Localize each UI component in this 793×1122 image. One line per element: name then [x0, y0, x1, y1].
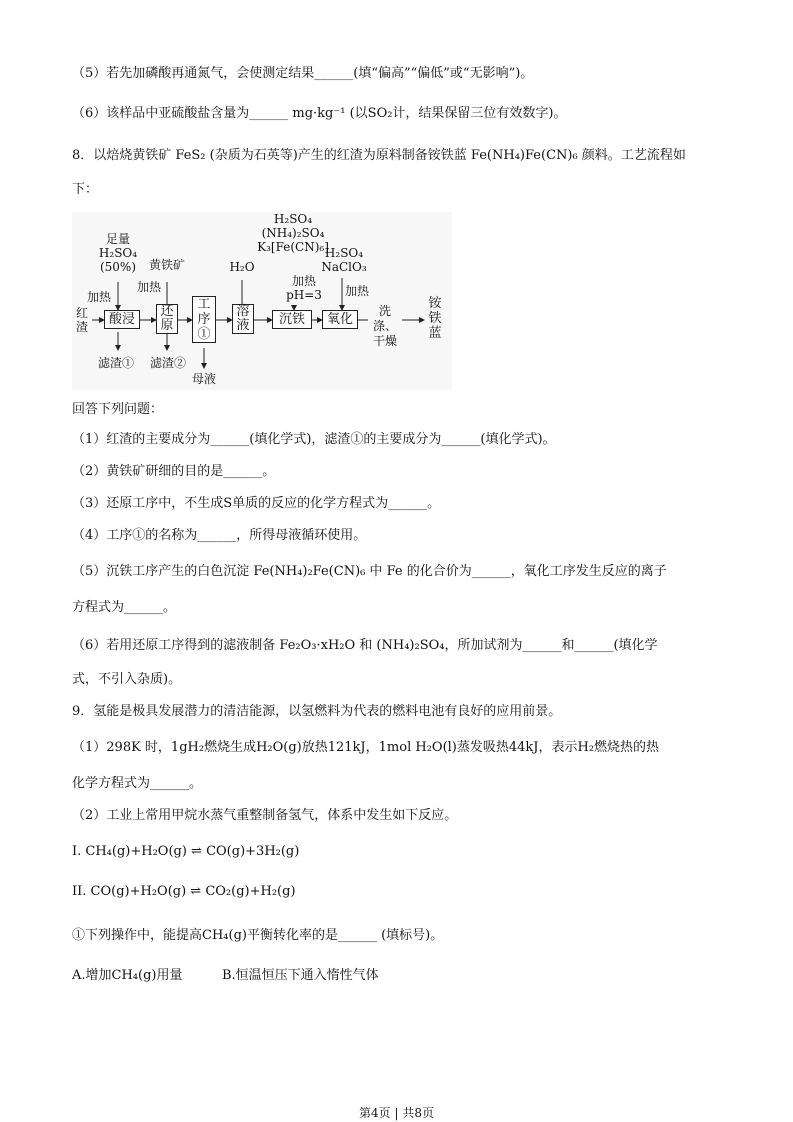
residue-2: 滤渣②: [149, 356, 186, 370]
page-footer: 第4页 | 共8页: [359, 1106, 434, 1120]
reduce-condition: 加热: [136, 280, 161, 294]
q8-prompt: 回答下列问题：: [72, 402, 164, 417]
acid-reagent-1: 足量: [105, 232, 130, 246]
q9-stem: 9．氢能是极具发展潜力的清洁能源，以氢燃料为代表的燃料电池有良好的应用前景。: [72, 704, 562, 719]
oxid-reagent-1: H₂SO₄: [324, 246, 364, 260]
q9-reaction-1: I. CH₄(g)+H₂O(g) ⇌ CO(g)+3H₂(g): [72, 844, 300, 859]
q8-stem-line1: 8．以焙烧黄铁矿 FeS₂ (杂质为石英等)产生的红渣为原料制备铵铁蓝 Fe(NH₄)Fe(CN)₆ 颜料。工艺流程如: [72, 148, 686, 163]
q9-option-b: B.恒温恒压下通入惰性气体: [222, 968, 379, 983]
q9-question-1: ①下列操作中，能提高CH₄(g)平衡转化率的是______ (填标号)。: [72, 928, 444, 943]
q8-part6-line1: （6）若用还原工序得到的滤液制备 Fe₂O₃·xH₂O 和 (NH₄)₂SO₄，所加试剂为______和______(填化学: [72, 638, 658, 653]
q8-part5-line2: 方程式为______。: [72, 600, 177, 615]
flow-step-precipitation: 沉铁: [272, 310, 312, 329]
residue-1: 滤渣①: [97, 356, 134, 370]
precip-condition-2: pH=3: [286, 288, 322, 302]
acid-condition: 加热: [86, 290, 111, 304]
precip-reagent-3: K₃[Fe(CN)₆]: [257, 240, 329, 254]
acid-reagent-2: H₂SO₄: [98, 246, 138, 260]
oxid-condition: 加热: [344, 284, 369, 298]
flow-step-solution: 溶液: [232, 304, 254, 334]
q7-part6: （6）该样品中亚硫酸盐含量为______ mg·kg⁻¹ (以SO₂计，结果保留三位有效数字)。: [72, 106, 567, 121]
q9-option-a: A.增加CH₄(g)用量: [72, 968, 183, 983]
flow-end-product: 铵铁蓝: [428, 296, 442, 341]
q8-part2: （2）黄铁矿研细的目的是______。: [72, 464, 276, 479]
acid-reagent-3: (50%): [99, 260, 137, 274]
q8-part5-line1: （5）沉铁工序产生的白色沉淀 Fe(NH₄)₂Fe(CN)₆ 中 Fe 的化合价为______，氧化工序发生反应的离子: [72, 564, 667, 579]
q8-part4: （4）工序①的名称为______，所得母液循环使用。: [72, 528, 367, 543]
q8-stem-line2: 下：: [72, 182, 99, 197]
q9-part2: （2）工业上常用甲烷水蒸气重整制备氢气，体系中发生如下反应。: [72, 808, 458, 823]
precip-reagent-1: H₂SO₄: [273, 212, 313, 226]
process-flowchart: [72, 212, 452, 390]
precip-reagent-2: (NH₄)₂SO₄: [261, 226, 325, 240]
reduce-reagent: 黄铁矿: [148, 258, 185, 272]
q7-part5: （5）若先加磷酸再通氮气，会使测定结果______(填“偏高”“偏低”或“无影响”)。: [72, 66, 534, 81]
q8-part6-line2: 式，不引入杂质)。: [72, 672, 182, 687]
flow-step-process1: 工序①: [192, 296, 216, 343]
flow-step-reduction: 还原: [156, 304, 178, 334]
mother-liquor: 母液: [191, 372, 216, 386]
q9-part1-line1: （1）298K 时，1gH₂燃烧生成H₂O(g)放热121kJ，1mol H₂O(l)蒸发吸热44kJ，表示H₂燃烧热的热: [72, 740, 660, 755]
q9-part1-line2: 化学方程式为______。: [72, 776, 203, 791]
precip-condition-1: 加热: [291, 274, 316, 288]
flow-start: 红渣: [75, 306, 88, 334]
q8-part1: （1）红渣的主要成分为______(填化学式)，滤渣①的主要成分为______(填化学式)。: [72, 432, 556, 447]
oxid-reagent-2: NaClO₃: [321, 260, 367, 274]
q9-reaction-2: II. CO(g)+H₂O(g) ⇌ CO₂(g)+H₂(g): [72, 884, 296, 899]
flow-step-acid-leach: 酸浸: [104, 310, 140, 329]
flow-step-wash-dry: 洗涤、干燥: [372, 304, 397, 348]
q8-part3: （3）还原工序中，不生成S单质的反应的化学方程式为______。: [72, 496, 441, 511]
water-reagent: H₂O: [229, 260, 255, 274]
flow-step-oxidation: 氧化: [322, 310, 358, 329]
